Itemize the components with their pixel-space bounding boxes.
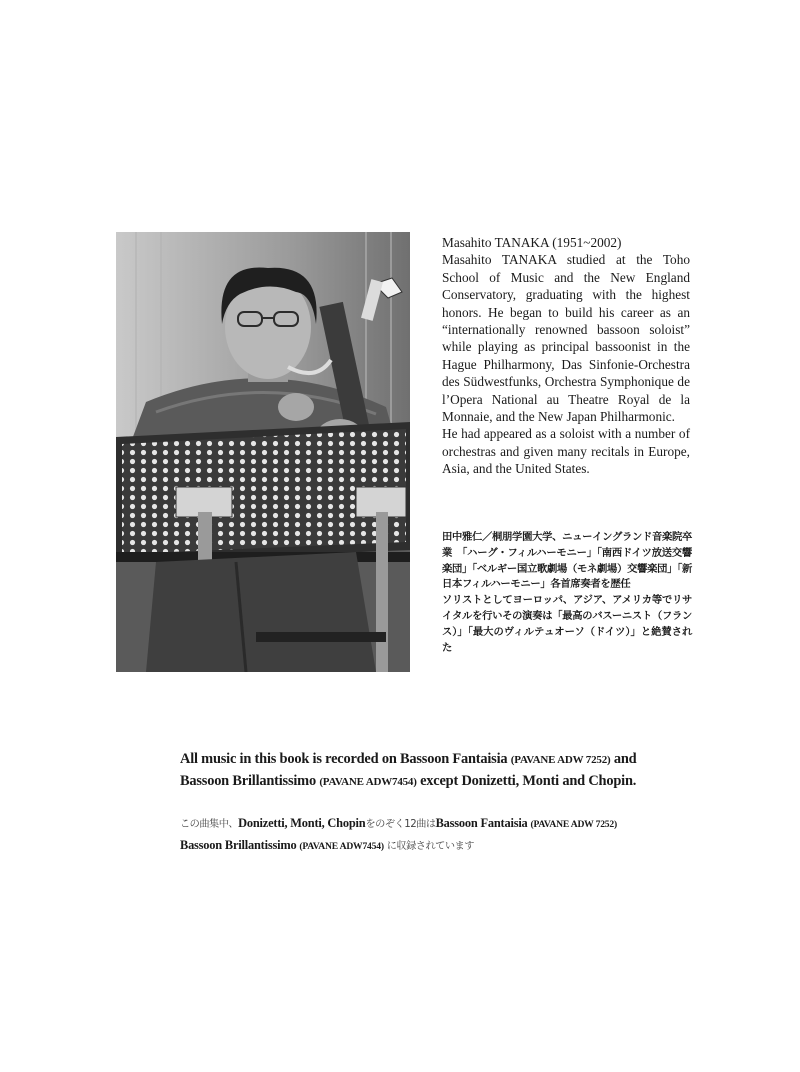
rec-mid: and bbox=[613, 751, 637, 767]
bassoonist-photo bbox=[116, 232, 410, 672]
rec-line2-start: Bassoon Brillantissimo bbox=[180, 773, 316, 789]
rec-catalog-2: (PAVANE ADW7454) bbox=[319, 776, 417, 788]
rec-jp-album-2: Bassoon Brillantissimo bbox=[180, 838, 297, 852]
recording-note-japanese bbox=[180, 813, 780, 857]
rec-suffix: except Donizetti, Monti and Chopin. bbox=[420, 773, 637, 789]
bio-name-line: Masahito TANAKA (1951~2002) bbox=[442, 235, 622, 250]
rec-jp-catalog-2: (PAVANE ADW7454) bbox=[299, 841, 384, 852]
biography-english bbox=[442, 234, 690, 478]
rec-jp-catalog-1: (PAVANE ADW 7252) bbox=[530, 819, 617, 830]
bio-paragraph-1: Masahito TANAKA studied at the Toho School of Music and the New England Conservatory, graduating with the highest honors. He began to build his career as an “internationally renowned bassoon soloist” while playing as principal bassoonist in the Hague Philharmony, Das Sinfonie-Orchestra des Südwestfunks, Orchestra Symphonique de l’Opera National au Theatre Royal de la Monnaie, and the New Japan Philharmonic. bbox=[442, 252, 690, 425]
rec-jp-suffix: に収録されています bbox=[386, 841, 474, 852]
rec-jp-composers: Donizetti, Monti, Chopin bbox=[238, 816, 366, 830]
recording-note-english bbox=[180, 749, 780, 793]
biography-japanese bbox=[442, 530, 692, 656]
rec-prefix: All music in this book is recorded on Bassoon Fantaisia bbox=[180, 751, 508, 767]
bassoonist-photo-icon bbox=[116, 232, 410, 672]
bio-jp-paragraph-2: ソリストとしてヨーロッパ、アジア、アメリカ等でリサイタルを行いその演奏は「最高のバスーニスト（フランス）」「最大のヴィルテュオーソ（ドイツ）」と絶賛された bbox=[442, 594, 692, 654]
rec-jp-prefix: この曲集中、 bbox=[180, 819, 239, 830]
rec-jp-album-1: Bassoon Fantaisia bbox=[435, 816, 528, 830]
rec-catalog-1: (PAVANE ADW 7252) bbox=[510, 754, 611, 766]
bio-paragraph-2: He had appeared as a soloist with a number of orchestras and given many recitals in Europe, Asia, and the United States. bbox=[442, 426, 690, 477]
bio-jp-paragraph-1: 田中雅仁／桐朋学園大学、ニューイングランド音楽院卒業 「ハーグ・フィルハーモニー」「南西ドイツ放送交響楽団」「ベルギー国立歌劇場（モネ劇場）交響楽団」「新日本フィルハーモニー」各首席奏者を歴任 bbox=[442, 531, 692, 591]
rec-jp-mid: をのぞく12曲は bbox=[365, 819, 436, 830]
